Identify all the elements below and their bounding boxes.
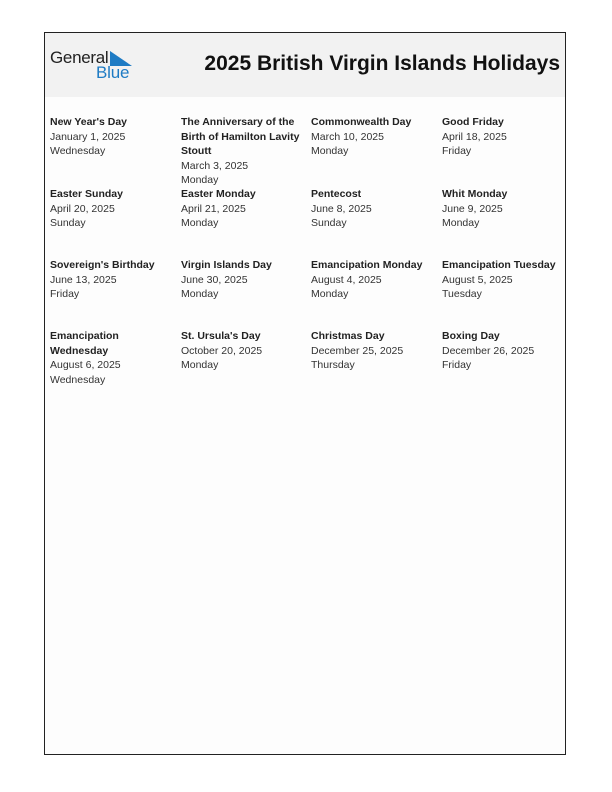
holiday-name: The Anniversary of the Birth of Hamilton Lavity Stoutt	[181, 116, 300, 157]
holiday-name: Emancipation Wednesday	[50, 330, 119, 357]
holiday-name: St. Ursula's Day	[181, 330, 261, 342]
holiday-weekday: Tuesday	[442, 288, 482, 300]
generalblue-logo[interactable]	[50, 48, 140, 84]
holiday-name: Commonwealth Day	[311, 116, 412, 128]
holiday-date: March 3, 2025	[181, 159, 249, 172]
holiday-name: Virgin Islands Day	[181, 259, 272, 271]
holiday-item	[50, 329, 160, 387]
holiday-name: Pentecost	[311, 188, 362, 200]
holiday-item	[311, 115, 439, 159]
holiday-weekday: Friday	[442, 359, 472, 371]
holiday-date: August 5, 2025	[442, 273, 513, 286]
holiday-weekday: Wednesday	[50, 145, 106, 157]
holiday-name: Emancipation Monday	[311, 259, 423, 271]
holiday-date: March 10, 2025	[311, 130, 384, 143]
holiday-date: January 1, 2025	[50, 130, 126, 143]
holiday-weekday: Monday	[311, 145, 349, 157]
page-header	[45, 33, 565, 97]
holiday-weekday: Monday	[181, 217, 219, 229]
holiday-date: April 21, 2025	[181, 202, 246, 215]
holiday-date: June 13, 2025	[50, 273, 117, 286]
holiday-date: August 6, 2025	[50, 359, 121, 371]
holiday-item	[442, 329, 570, 373]
holiday-item	[50, 115, 178, 159]
holiday-name: Whit Monday	[442, 188, 508, 200]
logo-general-text: General	[50, 48, 109, 67]
holiday-item	[442, 258, 570, 302]
holiday-item	[442, 187, 570, 231]
holiday-item	[311, 329, 439, 373]
holiday-date: June 30, 2025	[181, 273, 248, 286]
holiday-weekday: Friday	[442, 145, 472, 157]
holiday-name: New Year's Day	[50, 116, 128, 128]
holiday-weekday: Thursday	[311, 359, 355, 371]
holiday-name: Easter Monday	[181, 188, 256, 200]
holiday-name: Sovereign's Birthday	[50, 259, 155, 271]
holiday-name: Boxing Day	[442, 330, 500, 342]
holiday-weekday: Wednesday	[50, 373, 106, 386]
holiday-name: Christmas Day	[311, 330, 385, 342]
holiday-date: April 18, 2025	[442, 130, 507, 143]
holiday-item	[311, 187, 439, 231]
holiday-weekday: Monday	[311, 288, 349, 300]
holiday-weekday: Monday	[181, 288, 219, 300]
holiday-item	[181, 115, 305, 188]
holiday-date: April 20, 2025	[50, 202, 115, 215]
holiday-name: Easter Sunday	[50, 188, 123, 200]
holiday-weekday: Sunday	[50, 217, 86, 229]
holiday-item	[442, 115, 570, 159]
holiday-name: Emancipation Tuesday	[442, 259, 556, 271]
holiday-date: June 9, 2025	[442, 202, 503, 215]
holiday-date: August 4, 2025	[311, 273, 382, 286]
holiday-weekday: Monday	[181, 359, 219, 371]
holiday-date: October 20, 2025	[181, 344, 263, 357]
holiday-item	[181, 329, 309, 373]
holiday-weekday: Friday	[50, 288, 80, 300]
holiday-weekday: Monday	[442, 217, 480, 229]
page-title: 2025 British Virgin Islands Holidays	[204, 52, 560, 75]
holiday-item	[50, 258, 178, 302]
holiday-item	[50, 187, 178, 231]
logo-blue-text: Blue	[96, 63, 130, 82]
holiday-date: December 25, 2025	[311, 344, 404, 357]
holiday-weekday: Sunday	[311, 217, 347, 229]
calendar-page	[44, 32, 566, 755]
holiday-item	[181, 258, 309, 302]
holiday-item	[311, 258, 439, 302]
holiday-name: Good Friday	[442, 116, 504, 128]
holiday-item	[181, 187, 309, 231]
holiday-date: June 8, 2025	[311, 202, 372, 215]
holiday-date: December 26, 2025	[442, 344, 535, 357]
holiday-weekday: Monday	[181, 174, 219, 186]
